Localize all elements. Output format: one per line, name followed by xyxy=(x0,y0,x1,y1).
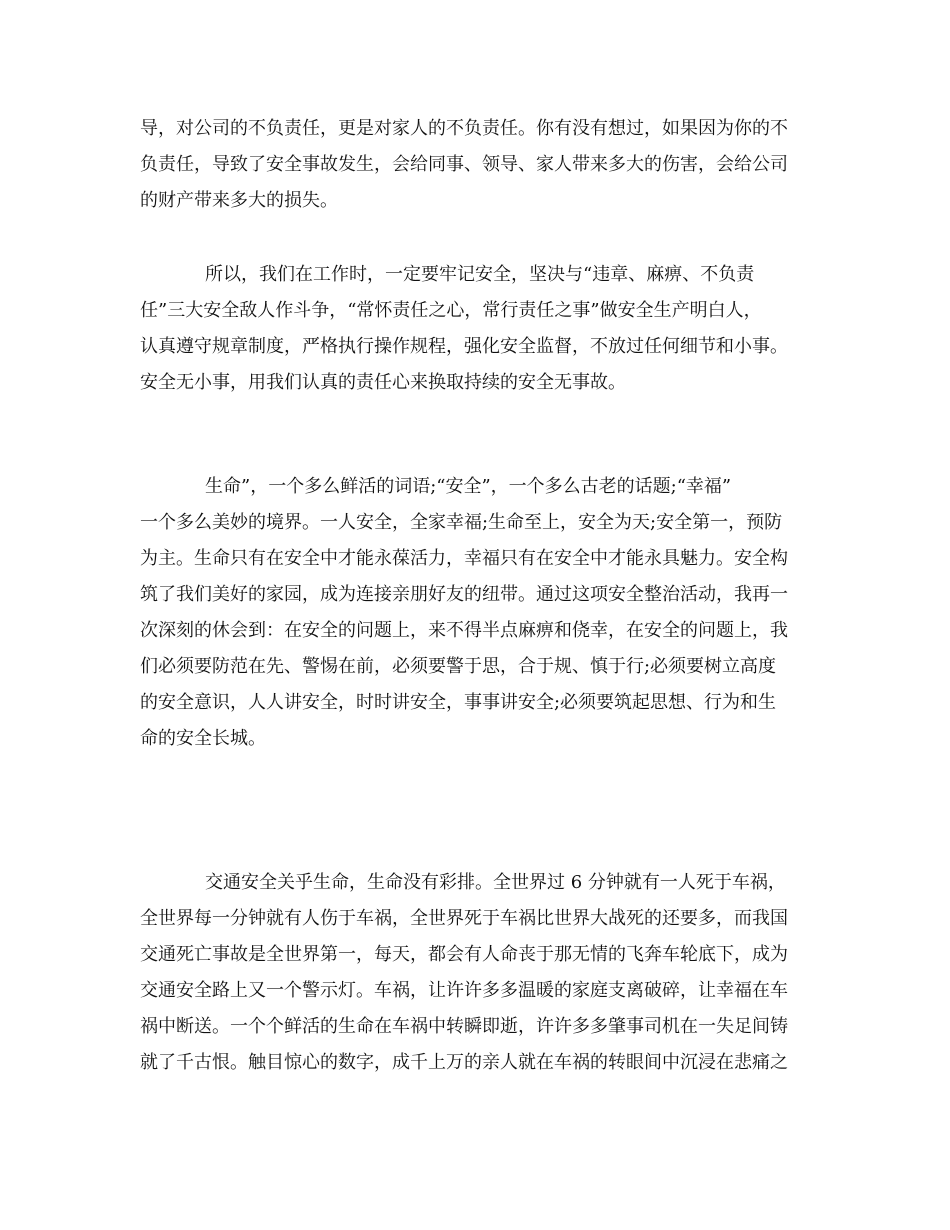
paragraph-4-line-6: 就了千古恨。触目惊心的数字，成千上万的亲人就在车祸的转眼间中沉浸在悲痛之 xyxy=(140,1052,788,1073)
paragraph-2-line-1: 所以，我们在工作时，一定要牢记安全，坚决与“违章、麻痹、不负责 xyxy=(205,264,755,285)
paragraph-3-line-2: 一个多么美妙的境界。一人安全，全家幸福;生命至上，安全为天;安全第一，预防 xyxy=(140,512,783,533)
paragraph-1-line-2: 负责任，导致了安全事故发生，会给同事、领导、家人带来多大的伤害，会给公司 xyxy=(140,154,788,175)
paragraph-3-line-8: 命的安全长城。 xyxy=(140,728,266,749)
paragraph-2-line-2: 任”三大安全敌人作斗争，“常怀责任之心，常行责任之事”做安全生产明白人， xyxy=(140,300,762,321)
paragraph-3-line-6: 们必须要防范在先、警惕在前，必须要警于思，合于规、慎于行;必须要树立高度 xyxy=(140,656,777,677)
paragraph-4-line-5: 祸中断送。一个个鲜活的生命在车祸中转瞬即逝，许许多多肇事司机在一失足间铸 xyxy=(140,1016,788,1037)
paragraph-4-line-4: 交通安全路上又一个警示灯。车祸，让许许多多温暖的家庭支离破碎，让幸福在车 xyxy=(140,980,788,1001)
paragraph-2-line-4: 安全无小事，用我们认真的责任心来换取持续的安全无事故。 xyxy=(140,372,626,393)
paragraph-3-line-4: 筑了我们美好的家园，成为连接亲朋好友的纽带。通过这项安全整治活动，我再一 xyxy=(140,584,788,605)
paragraph-3-line-5: 次深刻的休会到：在安全的问题上，来不得半点麻痹和侥幸，在安全的问题上，我 xyxy=(140,620,788,641)
paragraph-3-line-1: 生命”，一个多么鲜活的词语;“安全”，一个多么古老的话题;“幸福” xyxy=(205,476,732,497)
paragraph-1-line-1: 导，对公司的不负责任，更是对家人的不负责任。你有没有想过，如果因为你的不 xyxy=(140,118,788,139)
paragraph-4-line-2: 全世界每一分钟就有人伤于车祸，全世界死于车祸比世界大战死的还要多，而我国 xyxy=(140,908,788,929)
paragraph-3-line-7: 的安全意识，人人讲安全，时时讲安全，事事讲安全;必须要筑起思想、行为和生 xyxy=(140,692,777,713)
paragraph-2-line-3: 认真遵守规章制度，严格执行操作规程，强化安全监督，不放过任何细节和小事。 xyxy=(140,336,788,357)
paragraph-1-line-3: 的财产带来多大的损失。 xyxy=(140,190,338,211)
paragraph-3-line-3: 为主。生命只有在安全中才能永葆活力，幸福只有在安全中才能永具魅力。安全构 xyxy=(140,548,788,569)
paragraph-4-line-3: 交通死亡事故是全世界第一，每天，都会有人命丧于那无情的飞奔车轮底下，成为 xyxy=(140,944,788,965)
paragraph-4-line-1: 交通安全关乎生命，生命没有彩排。全世界过 6 分钟就有一人死于车祸， xyxy=(205,872,786,893)
